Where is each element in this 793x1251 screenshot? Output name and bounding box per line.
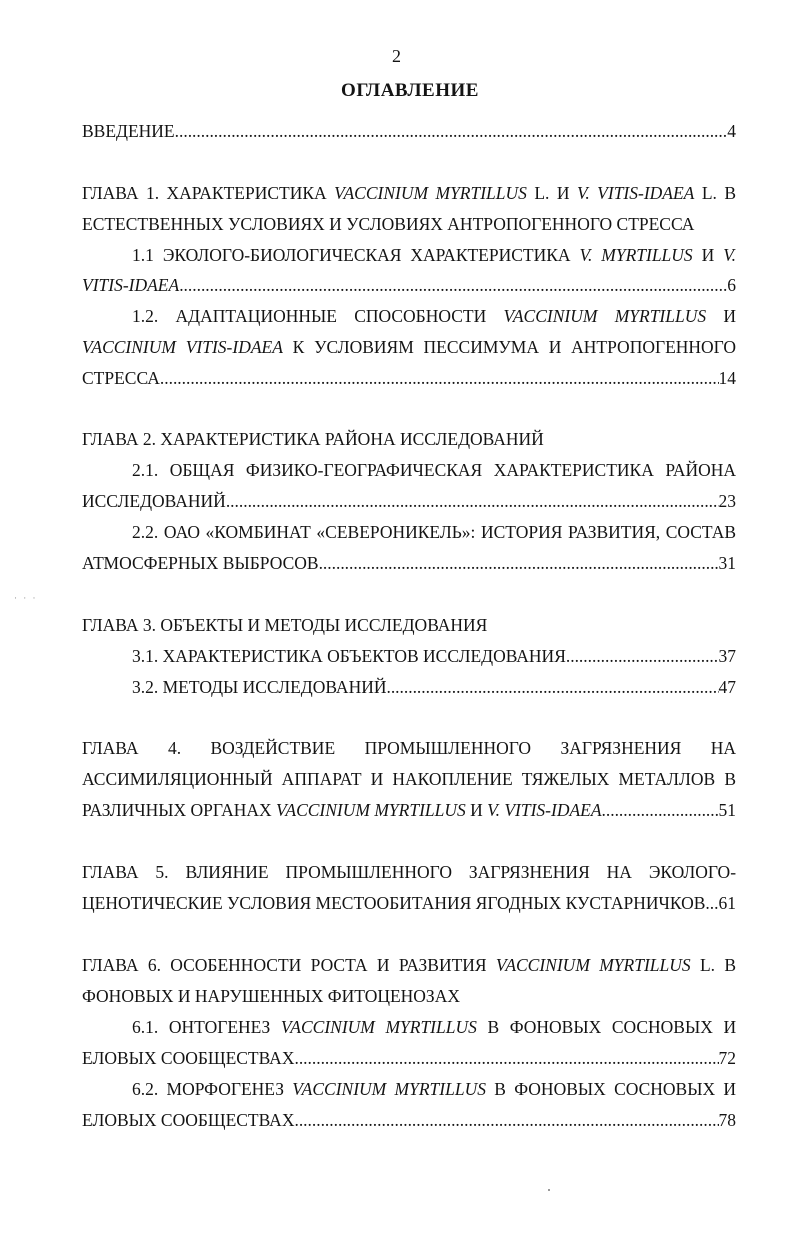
dot-leader: [175, 121, 728, 141]
toc-section-1-2[interactable]: 1.2. АДАПТАЦИОННЫЕ СПОСОБНОСТИ VACCINIUM MYRTILLUS И: [132, 306, 736, 326]
dot-leader: [226, 491, 719, 511]
dot-leader: [602, 800, 719, 820]
page-ref: 78: [718, 1110, 736, 1130]
toc-section-2-1-cont[interactable]: ИССЛЕДОВАНИЙ . . . 23: [82, 491, 736, 511]
toc-section-6-1-cont[interactable]: ЕЛОВЫХ СООБЩЕСТВАХ . . . 72: [82, 1048, 736, 1068]
toc-section-1-1-cont[interactable]: VITIS-IDAEA . . . 6: [82, 275, 736, 295]
dot-leader: [705, 893, 718, 913]
toc-section-2-2[interactable]: 2.2. ОАО «КОМБИНАТ «СЕВЕРОНИКЕЛЬ»: ИСТОРИЯ РАЗВИТИЯ, СОСТАВ: [132, 522, 736, 542]
toc-chapter-5-cont[interactable]: ЦЕНОТИЧЕСКИЕ УСЛОВИЯ МЕСТООБИТАНИЯ ЯГОДНЫХ КУСТАРНИЧКОВ . . . 61: [82, 893, 736, 913]
dot-leader: [319, 553, 719, 573]
page-ref: 14: [718, 368, 736, 388]
scan-speck: [548, 1189, 550, 1191]
dot-leader: [294, 1110, 718, 1130]
dot-leader: [386, 677, 718, 697]
toc-section-3-1[interactable]: 3.1. ХАРАКТЕРИСТИКА ОБЪЕКТОВ ИССЛЕДОВАНИЯ . . . 37: [132, 646, 736, 666]
page-ref: 61: [718, 893, 736, 913]
toc-section-1-2-cont[interactable]: VACCINIUM VITIS-IDAEA К УСЛОВИЯМ ПЕССИМУМА И АНТРОПОГЕННОГО: [82, 337, 736, 357]
toc-section-3-2[interactable]: 3.2. МЕТОДЫ ИССЛЕДОВАНИЙ . . . 47: [132, 677, 736, 697]
page-ref: 6: [727, 275, 736, 295]
toc-chapter-6[interactable]: ГЛАВА 6. ОСОБЕННОСТИ РОСТА И РАЗВИТИЯ VACCINIUM MYRTILLUS L. В: [82, 955, 736, 975]
toc-section-6-1[interactable]: 6.1. ОНТОГЕНЕЗ VACCINIUM MYRTILLUS В ФОНОВЫХ СОСНОВЫХ И: [132, 1017, 736, 1037]
page-ref: 31: [718, 553, 736, 573]
page-ref: 72: [718, 1048, 736, 1068]
page-ref: 23: [718, 491, 736, 511]
toc-chapter-1-cont[interactable]: ЕСТЕСТВЕННЫХ УСЛОВИЯХ И УСЛОВИЯХ АНТРОПОГЕННОГО СТРЕССА: [82, 214, 695, 234]
toc-title: ОГЛАВЛЕНИЕ: [341, 80, 479, 101]
toc-section-6-2-cont[interactable]: ЕЛОВЫХ СООБЩЕСТВАХ . . . 78: [82, 1110, 736, 1130]
dot-leader: [160, 368, 719, 388]
toc-chapter-5[interactable]: ГЛАВА 5. ВЛИЯНИЕ ПРОМЫШЛЕННОГО ЗАГРЯЗНЕНИЯ НА ЭКОЛОГО-: [82, 862, 736, 882]
toc-section-2-1[interactable]: 2.1. ОБЩАЯ ФИЗИКО-ГЕОГРАФИЧЕСКАЯ ХАРАКТЕРИСТИКА РАЙОНА: [132, 460, 736, 480]
scan-speck: · · ·: [14, 593, 38, 603]
toc-chapter-6-cont[interactable]: ФОНОВЫХ И НАРУШЕННЫХ ФИТОЦЕНОЗАХ: [82, 986, 460, 1006]
toc-chapter-3[interactable]: ГЛАВА 3. ОБЪЕКТЫ И МЕТОДЫ ИССЛЕДОВАНИЯ: [82, 615, 488, 635]
toc-entry-intro[interactable]: ВВЕДЕНИЕ . . . 4: [82, 121, 736, 141]
toc-chapter-2[interactable]: ГЛАВА 2. ХАРАКТЕРИСТИКА РАЙОНА ИССЛЕДОВАНИЙ: [82, 429, 544, 449]
toc-section-1-2-end[interactable]: СТРЕССА . . . 14: [82, 368, 736, 388]
toc-section-1-1[interactable]: 1.1 ЭКОЛОГО-БИОЛОГИЧЕСКАЯ ХАРАКТЕРИСТИКА V. MYRTILLUS И V.: [132, 245, 736, 265]
toc-chapter-4[interactable]: ГЛАВА 4. ВОЗДЕЙСТВИЕ ПРОМЫШЛЕННОГО ЗАГРЯЗНЕНИЯ НА: [82, 738, 736, 758]
toc-section-2-2-cont[interactable]: АТМОСФЕРНЫХ ВЫБРОСОВ . . . 31: [82, 553, 736, 573]
page-ref: 47: [718, 677, 736, 697]
page-ref: 51: [718, 800, 736, 820]
toc-chapter-1[interactable]: ГЛАВА 1. ХАРАКТЕРИСТИКА VACCINIUM MYRTILLUS L. И V. VITIS-IDAEA L. В: [82, 183, 736, 203]
page-ref: 4: [727, 121, 736, 141]
dot-leader: [566, 646, 719, 666]
toc-section-6-2[interactable]: 6.2. МОРФОГЕНЕЗ VACCINIUM MYRTILLUS В ФОНОВЫХ СОСНОВЫХ И: [132, 1079, 736, 1099]
page-number: 2: [392, 46, 401, 66]
toc-chapter-4-end[interactable]: РАЗЛИЧНЫХ ОРГАНАХ VACCINIUM MYRTILLUS И V. VITIS-IDAEA . . . 51: [82, 800, 736, 820]
dot-leader: [179, 275, 727, 295]
dot-leader: [294, 1048, 718, 1068]
page-ref: 37: [718, 646, 736, 666]
toc-chapter-4-cont[interactable]: АССИМИЛЯЦИОННЫЙ АППАРАТ И НАКОПЛЕНИЕ ТЯЖЕЛЫХ МЕТАЛЛОВ В: [82, 769, 736, 789]
